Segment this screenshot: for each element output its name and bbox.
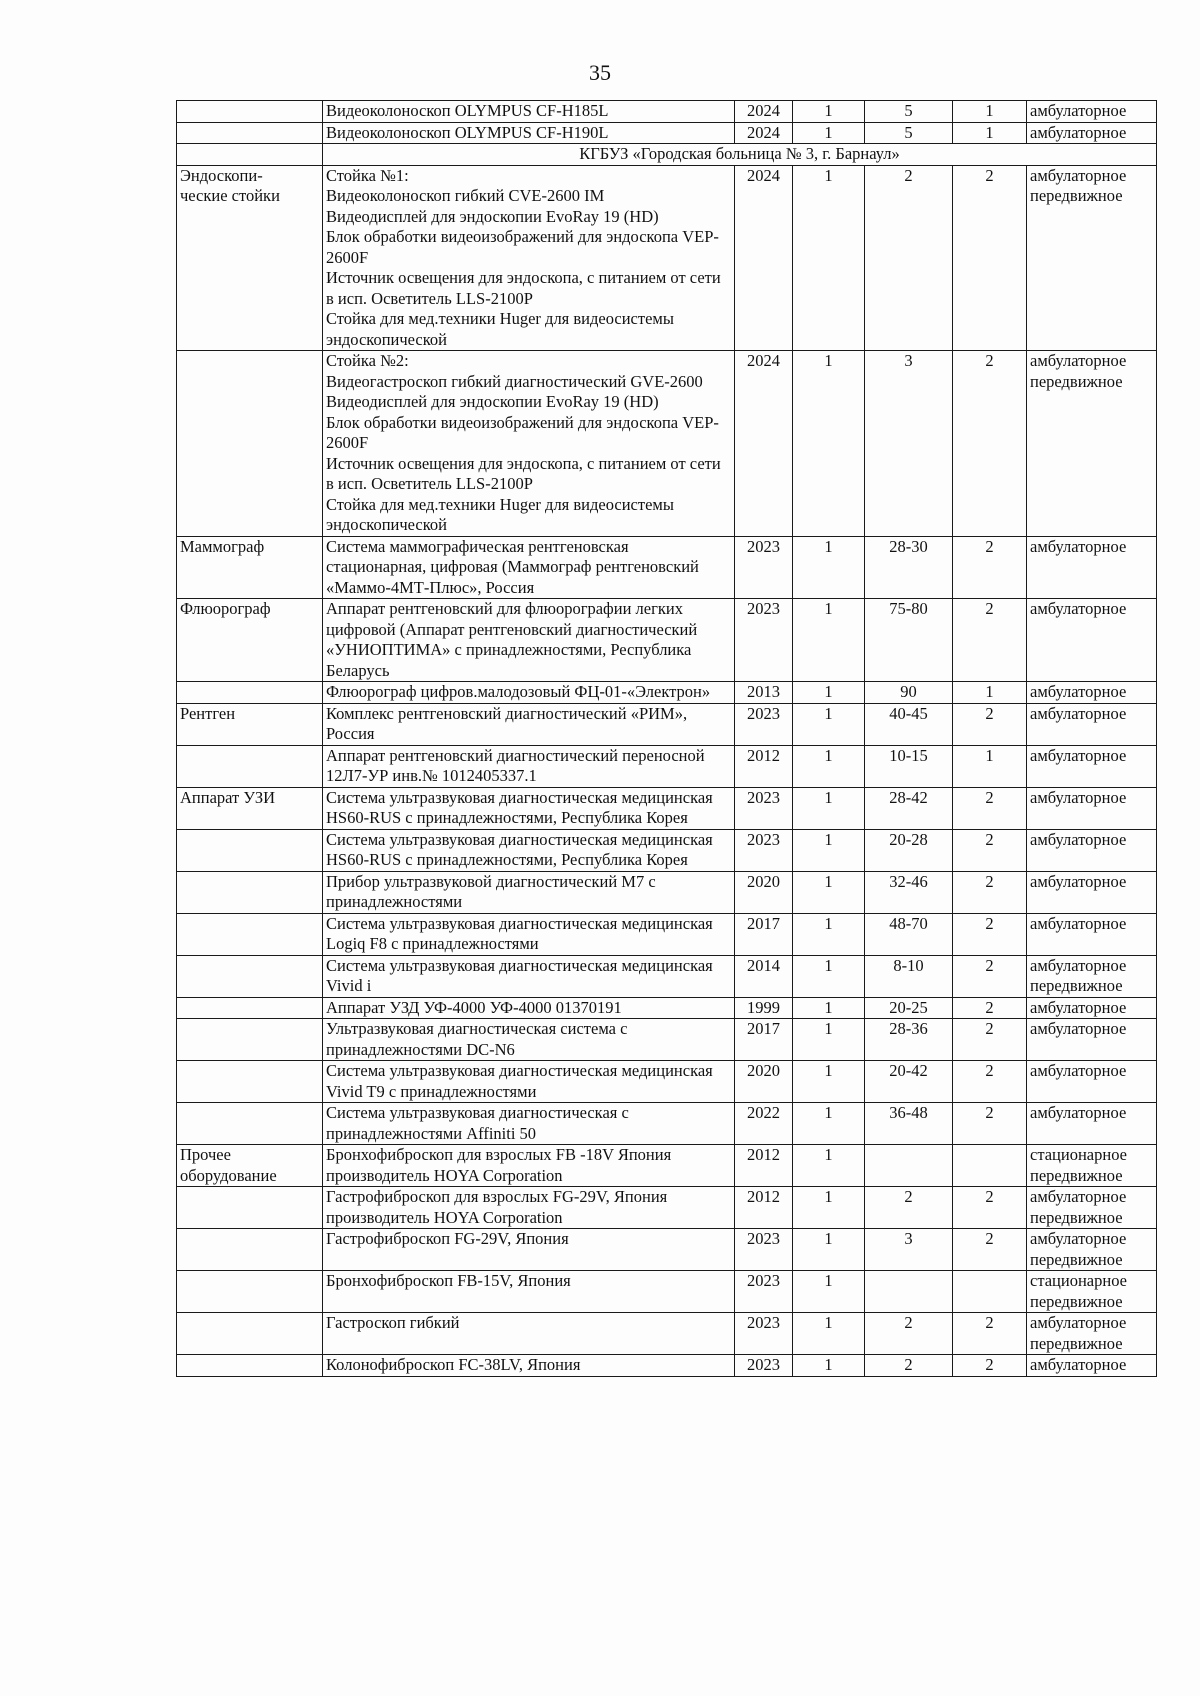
table-row [177,1229,1157,1271]
year-cell: 2023 [735,1313,793,1355]
name-cell: Стойка №1: Видеоколоноскоп гибкий CVE-2600 IM Видеодисплей для эндоскопии EvoRay 19 (HD) Блок обработки видеоизображений для эндоскопа VEP-2600F Источник освещения для эндоскопа, с питанием от сети в исп. Осветитель LLS-2100P Стойка для мед.техники Huger для видеосистемы эндоскопической [323,165,735,351]
table-row [177,1355,1157,1377]
capacity-cell: 2 [865,1355,953,1377]
quantity-cell: 1 [793,165,865,351]
capacity-cell: 90 [865,682,953,704]
capacity-cell: 20-42 [865,1061,953,1103]
quantity-cell: 1 [793,682,865,704]
category-cell [177,745,323,787]
quantity-cell: 1 [793,1019,865,1061]
category-cell [177,1229,323,1271]
name-cell: Аппарат УЗД УФ-4000 УФ-4000 01370191 [323,997,735,1019]
year-cell: 2022 [735,1103,793,1145]
table-row [177,913,1157,955]
year-cell: 2012 [735,745,793,787]
shifts-cell: 2 [953,599,1027,682]
year-cell: 2012 [735,1145,793,1187]
table-row [177,165,1157,351]
category-cell [177,101,323,123]
category-cell [177,997,323,1019]
category-cell: Рентген [177,703,323,745]
mode-cell: амбулаторное [1027,1103,1157,1145]
capacity-cell: 28-36 [865,1019,953,1061]
table-row [177,829,1157,871]
capacity-cell: 36-48 [865,1103,953,1145]
shifts-cell [953,1145,1027,1187]
quantity-cell: 1 [793,955,865,997]
shifts-cell: 1 [953,745,1027,787]
quantity-cell: 1 [793,913,865,955]
quantity-cell: 1 [793,745,865,787]
year-cell: 2023 [735,536,793,599]
name-cell: Комплекс рентгеновский диагностический «РИМ», Россия [323,703,735,745]
table-row [177,122,1157,144]
year-cell: 2024 [735,122,793,144]
category-cell: Маммограф [177,536,323,599]
name-cell: Система ультразвуковая диагностическая с принадлежностями Affiniti 50 [323,1103,735,1145]
category-cell: Прочее оборудование [177,1145,323,1187]
name-cell: Система маммографическая рентгеновская стационарная, цифровая (Маммограф рентгеновский «Маммо-4МТ-Плюс», Россия [323,536,735,599]
category-cell [177,1355,323,1377]
name-cell: Аппарат рентгеновский для флюорографии легких цифровой (Аппарат рентгеновский диагностический «УНИОПТИМА» с принадлежностями, Республика Беларусь [323,599,735,682]
capacity-cell: 3 [865,351,953,537]
shifts-cell: 2 [953,829,1027,871]
quantity-cell: 1 [793,1313,865,1355]
table-row [177,1313,1157,1355]
capacity-cell: 2 [865,1187,953,1229]
table-row [177,787,1157,829]
category-cell [177,955,323,997]
year-cell: 2014 [735,955,793,997]
mode-cell: амбулаторное [1027,122,1157,144]
name-cell: Система ультразвуковая диагностическая медицинская Vivid i [323,955,735,997]
name-cell: Система ультразвуковая диагностическая медицинская HS60-RUS с принадлежностями, Республика Корея [323,787,735,829]
table-row [177,1103,1157,1145]
shifts-cell: 2 [953,165,1027,351]
capacity-cell: 75-80 [865,599,953,682]
category-cell [177,1313,323,1355]
shifts-cell: 2 [953,787,1027,829]
quantity-cell: 1 [793,122,865,144]
page-number: 35 [589,60,611,85]
table-row [177,1271,1157,1313]
mode-cell: амбулаторное [1027,829,1157,871]
table-row [177,682,1157,704]
year-cell: 2024 [735,165,793,351]
year-cell: 2023 [735,1355,793,1377]
name-cell: Система ультразвуковая диагностическая медицинская Logiq F8 с принадлежностями [323,913,735,955]
quantity-cell: 1 [793,1061,865,1103]
quantity-cell: 1 [793,703,865,745]
year-cell: 2023 [735,787,793,829]
name-cell: Колонофиброскоп FC-38LV, Япония [323,1355,735,1377]
table-row [177,351,1157,537]
shifts-cell: 2 [953,871,1027,913]
quantity-cell: 1 [793,1187,865,1229]
category-cell [177,1019,323,1061]
name-cell: Гастроскоп гибкий [323,1313,735,1355]
name-cell: Аппарат рентгеновский диагностический переносной 12Л7-УР инв.№ 1012405337.1 [323,745,735,787]
name-cell: Ультразвуковая диагностическая система с принадлежностями DC-N6 [323,1019,735,1061]
shifts-cell: 1 [953,682,1027,704]
category-cell [177,1271,323,1313]
shifts-cell: 2 [953,351,1027,537]
quantity-cell: 1 [793,1145,865,1187]
capacity-cell: 32-46 [865,871,953,913]
category-cell [177,122,323,144]
capacity-cell [865,1145,953,1187]
quantity-cell: 1 [793,829,865,871]
table-row [177,1187,1157,1229]
shifts-cell: 2 [953,536,1027,599]
capacity-cell: 5 [865,101,953,123]
mode-cell: амбулаторное передвижное [1027,1187,1157,1229]
year-cell: 2013 [735,682,793,704]
category-cell [177,1187,323,1229]
category-cell [177,829,323,871]
year-cell: 1999 [735,997,793,1019]
shifts-cell: 2 [953,1229,1027,1271]
quantity-cell: 1 [793,599,865,682]
mode-cell: амбулаторное [1027,1061,1157,1103]
mode-cell: амбулаторное [1027,997,1157,1019]
quantity-cell: 1 [793,1271,865,1313]
name-cell: Система ультразвуковая диагностическая медицинская Vivid T9 с принадлежностями [323,1061,735,1103]
name-cell: Видеоколоноскоп OLYMPUS CF-H185L [323,101,735,123]
table-row [177,871,1157,913]
shifts-cell: 2 [953,913,1027,955]
capacity-cell: 28-42 [865,787,953,829]
year-cell: 2020 [735,871,793,913]
quantity-cell: 1 [793,1103,865,1145]
category-cell [177,1103,323,1145]
shifts-cell: 2 [953,997,1027,1019]
shifts-cell: 2 [953,955,1027,997]
category-cell: Флюорограф [177,599,323,682]
category-cell: Аппарат УЗИ [177,787,323,829]
shifts-cell: 2 [953,1355,1027,1377]
quantity-cell: 1 [793,101,865,123]
mode-cell: амбулаторное передвижное [1027,1229,1157,1271]
table-row [177,101,1157,123]
equipment-table [176,100,1157,1377]
name-cell: Бронхофиброскоп для взрослых FB -18V Япония производитель HOYA Corporation [323,1145,735,1187]
year-cell: 2017 [735,1019,793,1061]
shifts-cell: 2 [953,1187,1027,1229]
name-cell: Гастрофиброскоп для взрослых FG-29V, Япония производитель HOYA Corporation [323,1187,735,1229]
section-row [177,144,1157,166]
mode-cell: амбулаторное [1027,871,1157,913]
mode-cell: стационарное передвижное [1027,1145,1157,1187]
shifts-cell: 2 [953,703,1027,745]
year-cell: 2023 [735,1229,793,1271]
capacity-cell: 5 [865,122,953,144]
mode-cell: амбулаторное [1027,787,1157,829]
mode-cell: амбулаторное [1027,703,1157,745]
shifts-cell [953,1271,1027,1313]
year-cell: 2023 [735,1271,793,1313]
mode-cell: амбулаторное передвижное [1027,165,1157,351]
capacity-cell: 2 [865,165,953,351]
name-cell: Флюорограф цифров.малодозовый ФЦ-01-«Электрон» [323,682,735,704]
mode-cell: амбулаторное передвижное [1027,351,1157,537]
quantity-cell: 1 [793,536,865,599]
quantity-cell: 1 [793,787,865,829]
mode-cell: амбулаторное [1027,745,1157,787]
year-cell: 2024 [735,101,793,123]
mode-cell: амбулаторное [1027,101,1157,123]
table-row [177,1061,1157,1103]
table-row [177,997,1157,1019]
capacity-cell: 40-45 [865,703,953,745]
table-row [177,599,1157,682]
table-row [177,1145,1157,1187]
capacity-cell: 28-30 [865,536,953,599]
quantity-cell: 1 [793,997,865,1019]
capacity-cell: 20-28 [865,829,953,871]
capacity-cell: 48-70 [865,913,953,955]
shifts-cell: 2 [953,1061,1027,1103]
year-cell: 2023 [735,829,793,871]
table-body [177,101,1157,1377]
table-row [177,1019,1157,1061]
capacity-cell [865,1271,953,1313]
year-cell: 2023 [735,703,793,745]
shifts-cell: 1 [953,101,1027,123]
year-cell: 2017 [735,913,793,955]
capacity-cell: 2 [865,1313,953,1355]
quantity-cell: 1 [793,1355,865,1377]
name-cell: Система ультразвуковая диагностическая медицинская HS60-RUS с принадлежностями, Республика Корея [323,829,735,871]
table-row [177,536,1157,599]
mode-cell: амбулаторное [1027,682,1157,704]
mode-cell: амбулаторное передвижное [1027,1313,1157,1355]
mode-cell: амбулаторное [1027,536,1157,599]
quantity-cell: 1 [793,871,865,913]
year-cell: 2023 [735,599,793,682]
category-cell [177,1061,323,1103]
mode-cell: амбулаторное [1027,1019,1157,1061]
name-cell: Стойка №2: Видеогастроскоп гибкий диагностический GVE-2600 Видеодисплей для эндоскопии EvoRay 19 (HD) Блок обработки видеоизображений для эндоскопа VEP-2600F Источник освещения для эндоскопа, с питанием от сети в исп. Осветитель LLS-2100P Стойка для мед.техники Huger для видеосистемы эндоскопической [323,351,735,537]
mode-cell: стационарное передвижное [1027,1271,1157,1313]
table-row [177,955,1157,997]
year-cell: 2024 [735,351,793,537]
category-cell [177,351,323,537]
category-cell [177,871,323,913]
year-cell: 2012 [735,1187,793,1229]
table-row [177,703,1157,745]
mode-cell: амбулаторное [1027,1355,1157,1377]
capacity-cell: 8-10 [865,955,953,997]
shifts-cell: 2 [953,1019,1027,1061]
shifts-cell: 2 [953,1103,1027,1145]
capacity-cell: 20-25 [865,997,953,1019]
category-cell [177,682,323,704]
category-cell: Эндоскопи- ческие стойки [177,165,323,351]
table-row [177,745,1157,787]
name-cell: Бронхофиброскоп FB-15V, Япония [323,1271,735,1313]
quantity-cell: 1 [793,1229,865,1271]
capacity-cell: 10-15 [865,745,953,787]
name-cell: Прибор ультразвуковой диагностический М7 с принадлежностями [323,871,735,913]
shifts-cell: 1 [953,122,1027,144]
mode-cell: амбулаторное [1027,599,1157,682]
shifts-cell: 2 [953,1313,1027,1355]
name-cell: Гастрофиброскоп FG-29V, Япония [323,1229,735,1271]
mode-cell: амбулаторное передвижное [1027,955,1157,997]
name-cell: Видеоколоноскоп OLYMPUS CF-H190L [323,122,735,144]
empty-cell [177,144,323,166]
year-cell: 2020 [735,1061,793,1103]
quantity-cell: 1 [793,351,865,537]
capacity-cell: 3 [865,1229,953,1271]
category-cell [177,913,323,955]
mode-cell: амбулаторное [1027,913,1157,955]
section-title: КГБУЗ «Городская больница № 3, г. Барнаул» [323,144,1157,166]
